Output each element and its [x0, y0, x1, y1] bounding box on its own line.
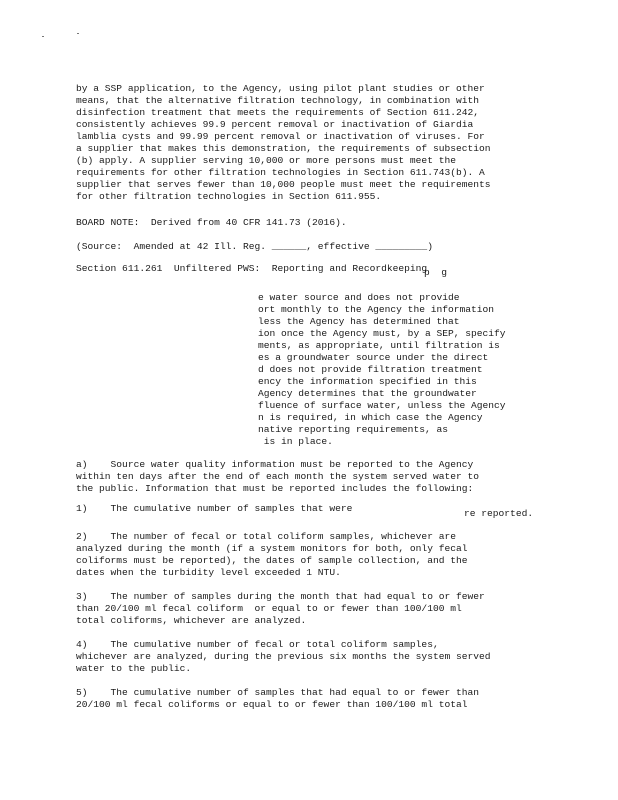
text-line: a supplier that makes this demonstration, the requirements of subsection	[76, 143, 491, 154]
text-line: 3) The number of samples during the month that had equal to or fewer	[76, 591, 485, 602]
text-line: native reporting requirements, as	[258, 424, 448, 435]
text-line: analyzed during the month (if a system monitors for both, only fecal	[76, 543, 468, 554]
text-line: consistently achieves 99.9 percent removal or inactivation of Giardia	[76, 119, 474, 130]
text-line: (b) apply. A supplier serving 10,000 or more persons must meet the	[76, 155, 456, 166]
item-1-tail: re reported.	[464, 508, 534, 519]
text-line: requirements for other filtration technologies in Section 611.743(b). A	[76, 167, 485, 178]
text-line: by a SSP application, to the Agency, using pilot plant studies or other	[76, 83, 485, 94]
text-line: coliforms must be reported), the dates of sample collection, and the	[76, 555, 468, 566]
text-line: than 20/100 ml fecal coliform or equal to or fewer than 100/100 ml	[76, 603, 462, 614]
item-1-clip	[76, 503, 456, 514]
text-line: Agency determines that the groundwater	[258, 388, 477, 399]
text-line: less the Agency has determined that	[258, 316, 460, 327]
text-line: ency the information specified in this	[258, 376, 477, 387]
text-line: is in place.	[258, 436, 333, 447]
text-line: dates when the turbidity level exceeded 1 NTU.	[76, 567, 341, 578]
text-line: disinfection treatment that meets the requirements of Section 611.242,	[76, 107, 480, 118]
text-line: water to the public.	[76, 663, 192, 674]
text-line: lamblia cysts and 99.99 percent removal or inactivation of viruses. For	[76, 131, 485, 142]
text-line: 5) The cumulative number of samples that had equal to or fewer than	[76, 687, 480, 698]
text-line: within ten days after the end of each month the system served water to	[76, 471, 480, 482]
section-heading-clip	[76, 263, 428, 275]
text-line: total coliforms, whichever are analyzed.	[76, 615, 307, 626]
text-line: e water source and does not provide	[258, 292, 460, 303]
text-line: for other filtration technologies in Section 611.955.	[76, 191, 382, 202]
text-line: ments, as appropriate, until filtration is	[258, 340, 500, 351]
text-line: n is required, in which case the Agency	[258, 412, 483, 423]
text-line: a) Source water quality information must be reported to the Agency	[76, 459, 474, 470]
scan-speck	[77, 33, 79, 34]
source-note: (Source: Amended at 42 Ill. Reg. ______, effective _________)	[76, 241, 433, 252]
text-line: d does not provide filtration treatment	[258, 364, 483, 375]
text-line: means, that the alternative filtration technology, in combination with	[76, 95, 480, 106]
text-line: es a groundwater source under the direct	[258, 352, 489, 363]
section-heading-tail: p g	[424, 267, 448, 278]
text-line: whichever are analyzed, during the previous six months the system served	[76, 651, 491, 662]
text-line: supplier that serves fewer than 10,000 people must meet the requirements	[76, 179, 491, 190]
text-line: ort monthly to the Agency the information	[258, 304, 495, 315]
text-line: ion once the Agency must, by a SEP, specify	[258, 328, 506, 339]
text-line: the public. Information that must be reported includes the following:	[76, 483, 474, 494]
item-1-partial: 1) The cumulative number of samples that were	[76, 503, 353, 514]
text-line: 20/100 ml fecal coliforms or equal to or fewer than 100/100 ml total	[76, 699, 468, 710]
scan-speck	[42, 36, 44, 37]
text-line: fluence of surface water, unless the Agency	[258, 400, 506, 411]
text-line: 2) The number of fecal or total coliform samples, whichever are	[76, 531, 456, 542]
section-heading-partial: Section 611.261 Unfiltered PWS: Reporting and Recordkeeping	[76, 263, 428, 274]
board-note: BOARD NOTE: Derived from 40 CFR 141.73 (2016).	[76, 217, 347, 228]
text-line: 4) The cumulative number of fecal or total coliform samples,	[76, 639, 439, 650]
